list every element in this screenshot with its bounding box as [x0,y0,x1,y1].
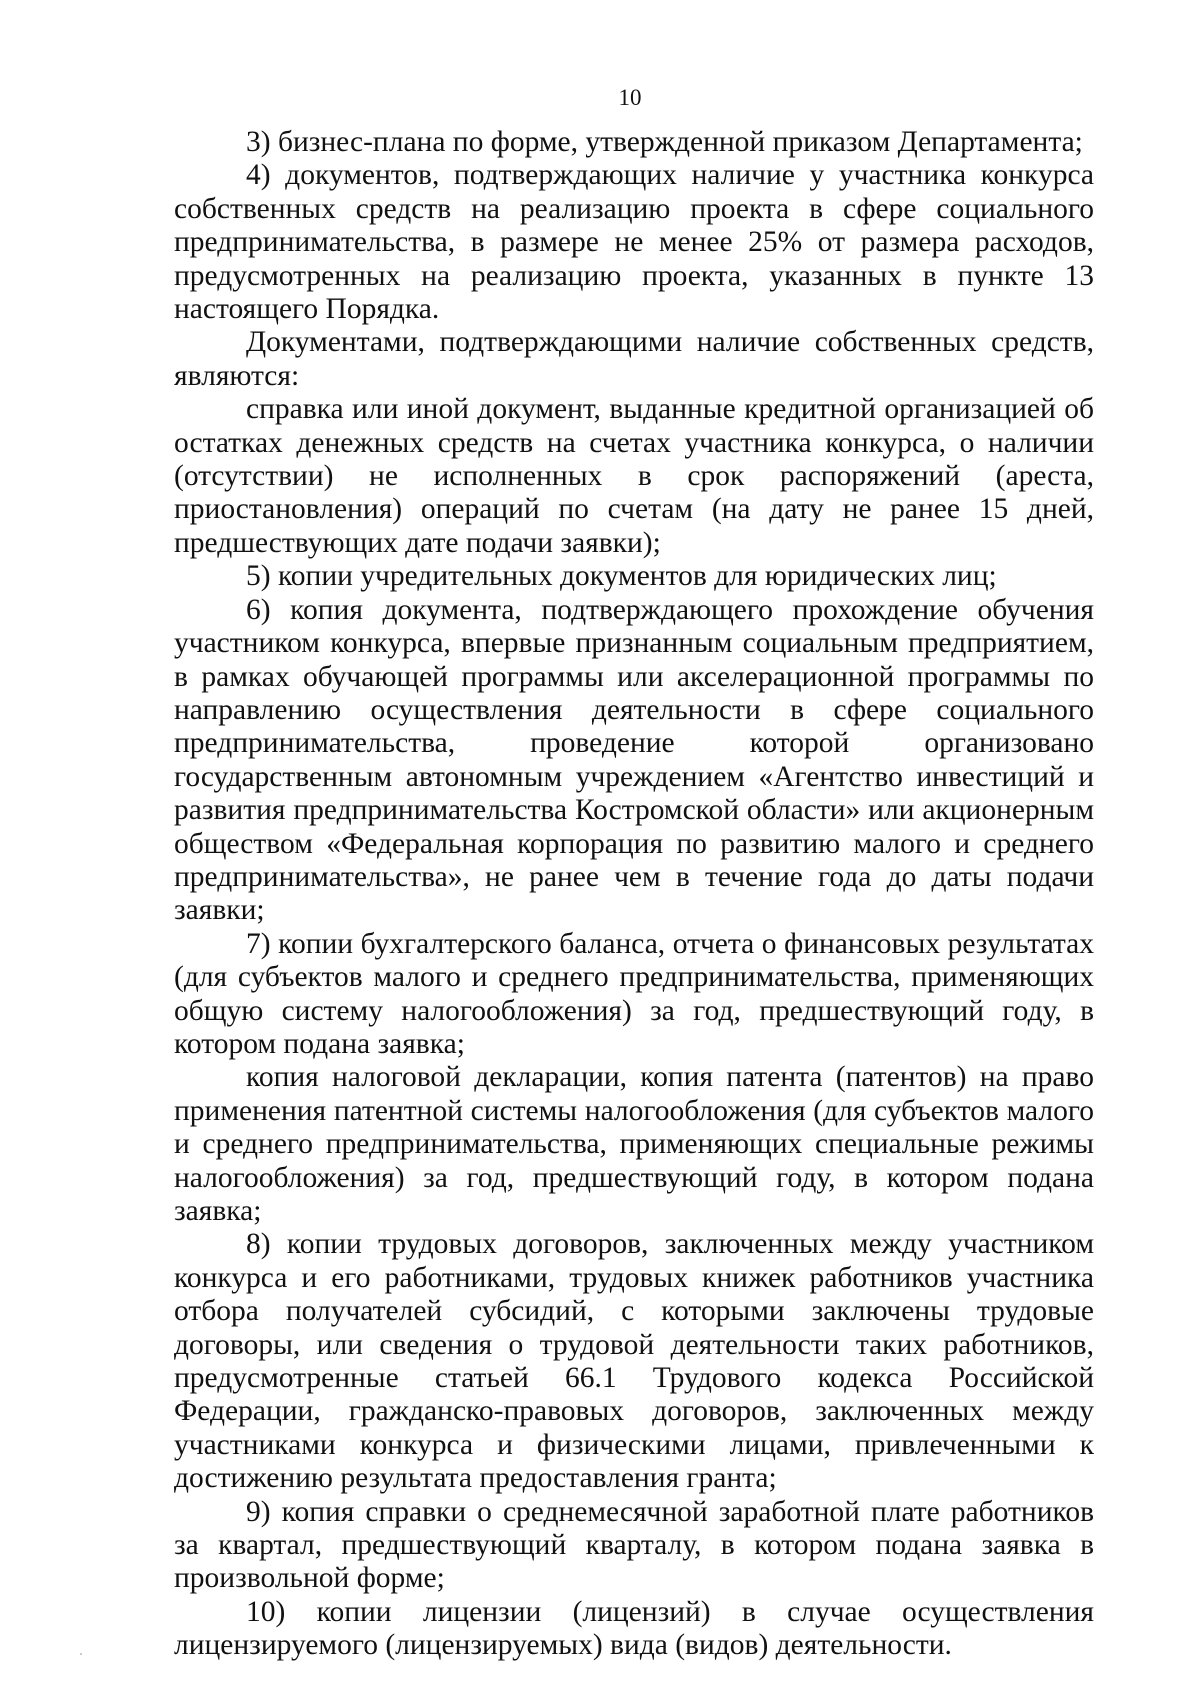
paragraph-tax-declaration: копия налоговой декларации, копия патента (патентов) на право применения патентной системы налогообложения (для субъектов малого и среднего предпринимательства, применяющих специальные режимы налогообложения) за год, предшествующий году, в котором подана заявка; [174,1061,1094,1227]
paragraph-item-8: 8) копии трудовых договоров, заключенных между участником конкурса и его работниками, трудовых книжек работников участника отбора получателей субсидий, с которыми заключены трудовые договоры, или сведения о трудовой деятельности таких работников, предусмотренные статьей 66.1 Трудового кодекса Российской Федерации, гражданско-правовых договоров, заключенных между участниками конкурса и физическими лицами, привлеченными к достижению результата предоставления гранта; [174,1228,1094,1495]
document-body [174,126,1094,1663]
paragraph-item-6: 6) копия документа, подтверждающего прохождение обучения участником конкурса, впервые признанным социальным предприятием, в рамках обучающей программы или акселерационной программы по направлению осуществления деятельности в сфере социального предпринимательства, проведение которой организовано государственным автономным учреждением «Агентство инвестиций и развития предпринимательства Костромской области» или акционерным обществом «Федеральная корпорация по развитию малого и среднего предпринимательства», не ранее чем в течение года до даты подачи заявки; [174,593,1094,927]
paragraph-own-funds-documents: Документами, подтверждающими наличие собственных средств, являются: [174,326,1094,392]
paragraph-item-4: 4) документов, подтверждающих наличие у участника конкурса собственных средств на реализацию проекта в сфере социального предпринимательства, в размере не менее 25% от размера расходов, предусмотренных на реализацию проекта, указанных в пункте 13 настоящего Порядка. [174,159,1094,326]
paragraph-item-5: 5) копии учредительных документов для юридических лиц; [246,560,997,593]
paragraph-item-10: 10) копии лицензии (лицензий) в случае осуществления лицензируемого (лицензируемых) вида (видов) деятельности. [174,1595,1094,1662]
scan-speck [80,1653,82,1655]
paragraph-bank-statement: справка или иной документ, выданные кредитной организацией об остатках денежных средств на счетах участника конкурса, о наличии (отсутствии) не исполненных в срок распоряжений (ареста, приостановления) операций по счетам (на дату не ранее 15 дней, предшествующих дате подачи заявки); [174,393,1094,559]
page-number: 10 [618,85,642,110]
paragraph-item-9: 9) копия справки о среднемесячной заработной плате работников за квартал, предшествующий кварталу, в котором подана заявка в произвольной форме; [174,1495,1094,1595]
paragraph-item-3: 3) бизнес-плана по форме, утвержденной приказом Департамента; [246,126,1083,158]
paragraph-item-7: 7) копии бухгалтерского баланса, отчета о финансовых результатах (для субъектов малого и среднего предпринимательства, применяющих общую систему налогообложения) за год, предшествующий году, в котором подана заявка; [174,927,1094,1060]
